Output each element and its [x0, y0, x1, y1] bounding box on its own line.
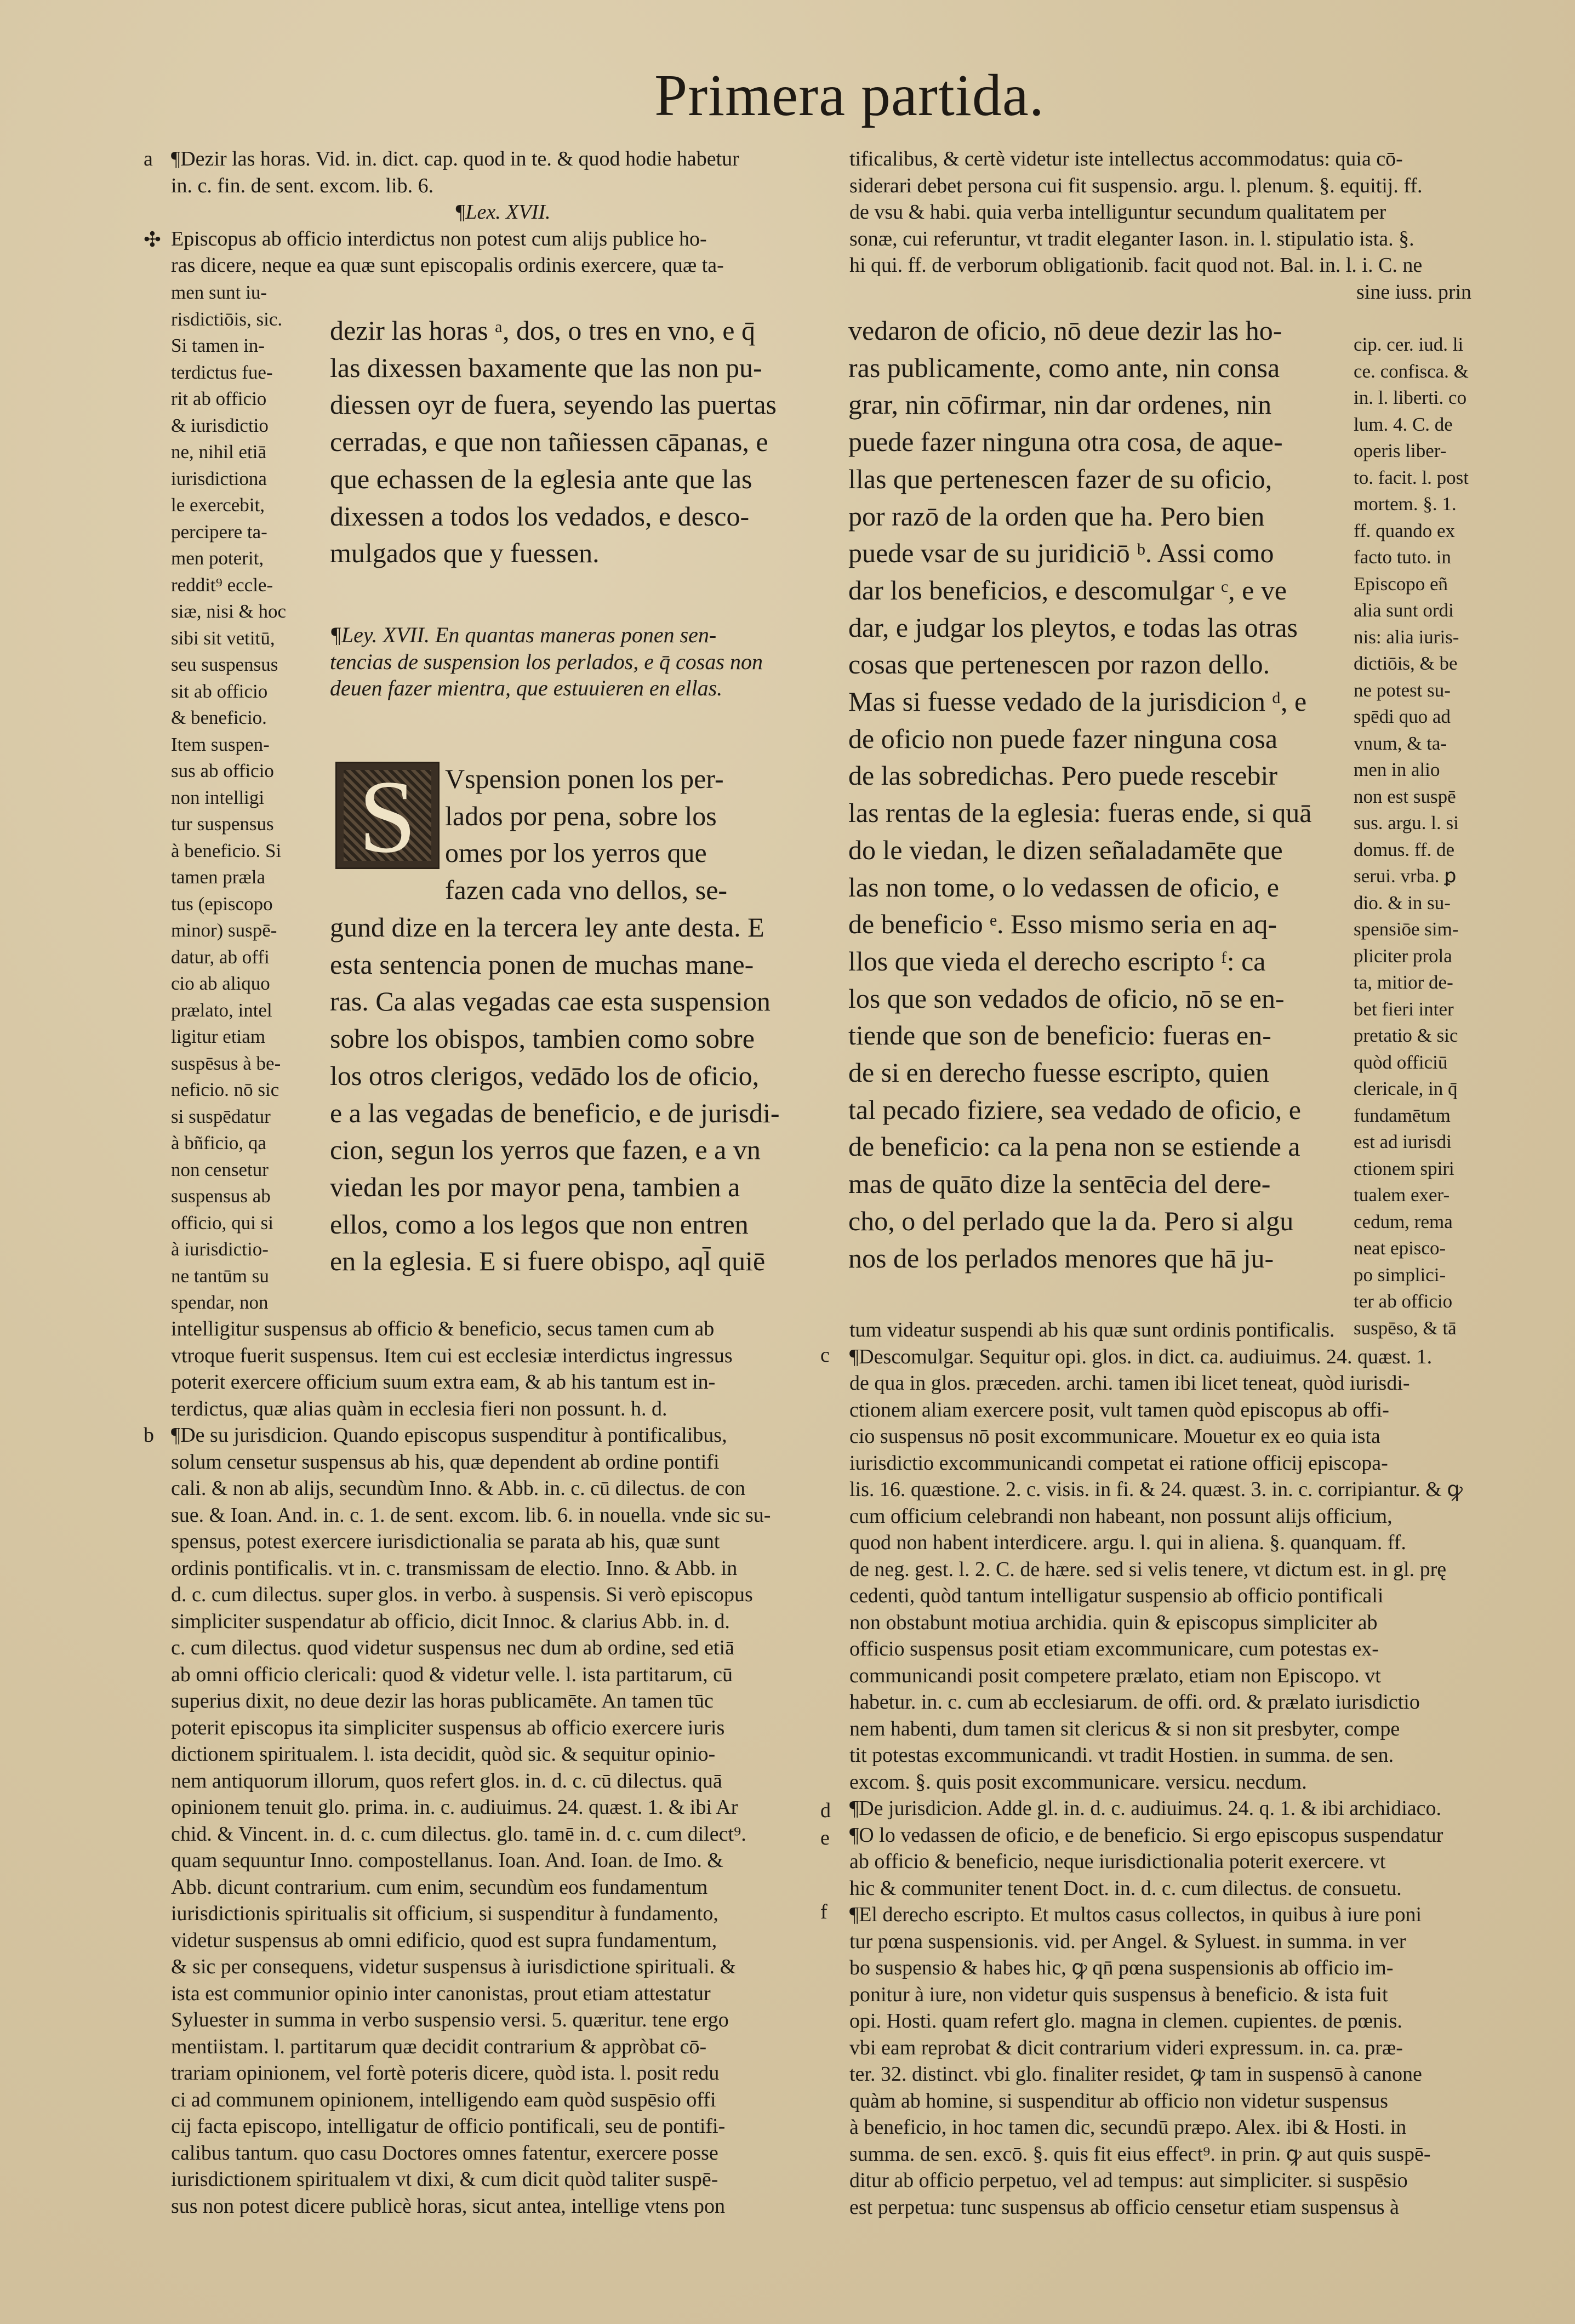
gloss-line: cedenti, quòd tantum intelligatur suspensio ab officio pontificali: [849, 1584, 1384, 1607]
gloss-line: ne, nihil etiā: [171, 441, 266, 462]
gloss-line: dictionem spiritualem. l. ista decidit, quòd sic. & sequitur opinio-: [171, 1743, 716, 1766]
gloss-mark-f: f: [820, 1900, 828, 1923]
gloss-line: calibus tantum. quo casu Doctores omnes fatentur, exercere posse: [171, 2141, 718, 2165]
law-line: viedan les por mayor pena, tambien a: [330, 1171, 740, 1202]
gloss-line: sit ab officio: [171, 680, 268, 702]
gloss-line: cio ab aliquo: [171, 973, 270, 994]
gloss-line: ab officio & beneficio, neque iurisdictionalia poterit exercere. vt: [849, 1850, 1386, 1873]
gloss-mark-c: c: [820, 1344, 830, 1367]
gloss-line: cedum, rema: [1354, 1210, 1453, 1232]
law-column-1-rest: [330, 909, 812, 1280]
gloss-line: ista est communior opinio inter canonistas, prout etiam attestatur: [171, 1982, 711, 2005]
gloss-line: videtur suspensus ab omni edificio, quod est supra fundamentum,: [171, 1928, 717, 1952]
law-line: sobre los obispos, tambien como sobre: [330, 1023, 755, 1054]
gloss-mark-a: a: [144, 147, 153, 170]
law-line: de beneficio ᵉ. Esso mismo seria en aq-: [848, 909, 1277, 940]
gloss-line: est perpetua: tunc suspensus ab officio censetur etiam suspensus à: [849, 2195, 1399, 2219]
law-line: mulgados que y fuessen.: [330, 538, 600, 569]
gloss-line: iurisdictionem spiritualem vt dixi, & cum dicit quòd taliter suspē-: [171, 2168, 718, 2191]
gloss-line: po simplici-: [1354, 1264, 1446, 1286]
gloss-line: ta, mitior de-: [1354, 972, 1453, 993]
gloss-line: in. c. fin. de sent. excom. lib. 6.: [171, 174, 434, 197]
law-line: por razō de la orden que ha. Pero bien: [848, 500, 1265, 532]
gloss-line: poterit exercere officium suum extra eam, & ab his tantum est in-: [171, 1371, 716, 1394]
lex-heading: ¶Lex. XVII.: [454, 201, 551, 224]
gloss-line: à beneficio. Si: [171, 840, 282, 861]
gloss-line: poterit episcopus ita simpliciter suspensus ab officio exercere iuris: [171, 1716, 725, 1739]
law-line: en la eglesia. E si fuere obispo, aql̄ quiē: [330, 1246, 766, 1277]
gloss-line: spendar, non: [171, 1292, 269, 1313]
gloss-line: sine iuss. prin: [1356, 280, 1472, 304]
law-line: mas de quāto dize la sentēcia del dere-: [848, 1168, 1271, 1200]
law-line: diessen oyr de fuera, seyendo las puertas: [330, 389, 777, 420]
gloss-line: Si tamen in-: [171, 335, 265, 356]
gloss-line: tualem exer-: [1354, 1184, 1450, 1206]
law-line: cho, o del perlado que la da. Pero si algu: [848, 1205, 1294, 1236]
gloss-line: ter ab officio: [1354, 1291, 1453, 1312]
gloss-line: sonæ, cui referuntur, vt tradit eleganter Iason. in. l. stipulatio ista. §.: [849, 227, 1414, 250]
law-line: esta sentencia ponen de muchas mane-: [330, 949, 754, 980]
gloss-left-narrow: [171, 279, 308, 1316]
gloss-line: ab omni officio clericali: quod & videtur velle. l. ista partitarum, cū: [171, 1663, 733, 1686]
gloss-line: spēdi quo ad: [1354, 706, 1451, 727]
gloss-line: pretatio & sic: [1354, 1025, 1458, 1046]
law-line: vedaron de oficio, nō deue dezir las ho-: [848, 315, 1282, 346]
gloss-left-lower: [171, 1316, 812, 2219]
law-line: fazen cada vno dellos, se-: [445, 875, 728, 906]
gloss-line: clericale, in q̄: [1354, 1078, 1458, 1099]
gloss-line: mortem. §. 1.: [1354, 493, 1457, 515]
gloss-line: terdictus fue-: [171, 361, 273, 383]
gloss-line: le exercebit,: [171, 494, 265, 516]
law-line: ras publicamente, como ante, nin consa: [848, 352, 1280, 383]
gloss-line: sus non potest dicere publicè horas, sicut antea, intellige vtens pon: [171, 2194, 725, 2218]
gloss-line: pliciter prola: [1354, 945, 1452, 967]
gloss-line: suspensus ab: [171, 1185, 271, 1207]
gloss-line: ras dicere, neque ea quæ sunt episcopalis ordinis exercere, quæ ta-: [171, 254, 724, 277]
gloss-line: solum censetur suspensus ab his, quæ dependent ab ordine pontifi: [171, 1450, 720, 1474]
gloss-line: ter. 32. distinct. vbi glo. finaliter residet, ꝙ tam in suspensō à canone: [849, 2063, 1422, 2086]
page-title: Primera partida.: [654, 63, 1045, 128]
gloss-line: non intelligi: [171, 786, 265, 808]
gloss-line: quàm ab homine, si suspenditur ab officio non videtur suspensus: [849, 2089, 1388, 2112]
law-line: grar, nin cōfirmar, nin dar ordenes, nin: [848, 389, 1272, 420]
law-line: dar, e judgar los pleytos, e todas las otras: [848, 612, 1298, 643]
gloss-line: men in alio: [1354, 759, 1440, 780]
gloss-line: ¶Dezir las horas. Vid. in. dict. cap. quod in te. & quod hodie habetur: [171, 147, 739, 170]
gloss-line: à iurisdictio-: [171, 1238, 269, 1260]
gloss-line: ¶De jurisdicion. Adde gl. in. d. c. audiuimus. 24. q. 1. & ibi archidiaco.: [849, 1797, 1441, 1820]
gloss-line: tum videatur suspendi ab his quæ sunt ordinis pontificalis.: [849, 1318, 1335, 1341]
gloss-line: vtroque fuerit suspensus. Item cui est ecclesiæ interdictus ingressus: [171, 1344, 733, 1367]
law-line: Mas si fuesse vedado de la jurisdicion ᵈ, e: [848, 686, 1307, 717]
gloss-line: risdictiōis, sic.: [171, 308, 283, 330]
gloss-line: rit ab officio: [171, 388, 267, 409]
gloss-right-lower: [849, 1317, 1491, 2220]
law-line: de si en derecho fuesse escripto, quien: [848, 1057, 1269, 1088]
gloss-line: non obstabunt motiua archidia. quin & episcopus simpliciter ab: [849, 1611, 1378, 1634]
gloss-line: excom. §. quis posit excommunicare. versicu. necdum.: [849, 1770, 1307, 1794]
gloss-line: nem antiquorum illorum, quos refert glos. in. d. c. cū dilectus. quā: [171, 1769, 722, 1792]
gloss-line: tamen prælа: [171, 866, 266, 888]
gloss-a: [171, 146, 812, 279]
gloss-line: datur, ab offi: [171, 946, 270, 968]
gloss-line: spensiōe sim-: [1354, 918, 1459, 940]
gloss-line: dictiōis, & be: [1354, 653, 1458, 674]
law-line: cion, segun los yerros que fazen, e a vn: [330, 1134, 761, 1166]
gloss-line: bo suspensio & habes hic, ꝙ qn̄ pœna suspensionis ab officio im-: [849, 1956, 1394, 1979]
gloss-line: ci ad communem opinionem, intelligendo eam quòd suspēsio offi: [171, 2088, 716, 2111]
gloss-line: à beneficio, in hoc tamen dic, secundū præpo. Alex. ibi & Hosti. in: [849, 2116, 1407, 2139]
gloss-line: quod non habent interdicere. argu. l. qui in aliena. §. quanquam. ff.: [849, 1531, 1406, 1554]
law-line: puede vsar de su juridiciō ᵇ. Assi como: [848, 538, 1274, 569]
law-line: nos de los perlados menores que hā ju-: [848, 1242, 1274, 1274]
gloss-line: cij facta episcopo, intelligatur de officio pontificali, seu de pontifi-: [171, 2115, 726, 2138]
rubric-line: ¶Ley. XVII. En quantas maneras ponen sen-: [330, 623, 717, 647]
law-line: puede fazer ninguna otra cosa, de aque-: [848, 426, 1283, 458]
gloss-line: trariam opinionem, vel fortè poteris dicere, quòd ista. l. posit redu: [171, 2062, 720, 2085]
gloss-line: men sunt iu-: [171, 282, 267, 303]
gloss-line: mentiistam. l. partitarum quæ decidit contrarium & appròbat cō-: [171, 2035, 707, 2058]
gloss-line: Syluester in summa in verbo suspensio versi. 5. quæritur. tene ergo: [171, 2008, 729, 2031]
law-column-2: [848, 312, 1331, 1277]
gloss-line: operis liber-: [1354, 440, 1447, 461]
gloss-line: suspēsus à be-: [171, 1052, 281, 1074]
gloss-line: serui. vrba. ꝑ: [1354, 865, 1457, 887]
gloss-line: quam sequuntur Inno. compostellanus. Ioan. And. Ioan. de Imo. &: [171, 1849, 723, 1872]
gloss-line: sue. & Ioan. And. in. c. 1. de sent. excom. lib. 6. in nouella. vnde sic su-: [171, 1503, 771, 1527]
law-line: dezir las horas ᵃ, dos, o tres en vno, e q̄: [330, 315, 755, 346]
gloss-line: cio suspensus nō posit excommunicare. Mouetur ex eo quia ista: [849, 1425, 1380, 1448]
law-line: de oficio non puede fazer ninguna cosa: [848, 723, 1278, 754]
gloss-line: non est suspē: [1354, 785, 1456, 807]
gloss-line: Episcopus ab officio interdictus non potest cum alijs publice ho-: [171, 227, 707, 250]
gloss-line: facto tuto. in: [1354, 546, 1451, 568]
gloss-line: de neg. gest. l. 2. C. de hære. sed si velis tenere, vt dictum est. in gl. prę: [849, 1557, 1447, 1581]
gloss-line: ligitur etiam: [171, 1026, 266, 1047]
gloss-line: terdictus, quæ alias quàm in ecclesia fieri non possunt. h. d.: [171, 1397, 667, 1420]
law-line: e a las vegadas de beneficio, e de jurisdi-: [330, 1097, 780, 1128]
law-line: de las sobredichas. Pero puede rescebir: [848, 760, 1278, 791]
gloss-line: si suspēdatur: [171, 1105, 271, 1127]
gloss-line: reddit⁹ eccle-: [171, 574, 273, 596]
gloss-line: spensus, potest exercere iurisdictionalia se parata ab his, quæ sunt: [171, 1530, 720, 1553]
law-line: cosas que pertenescen por razon dello.: [848, 649, 1270, 680]
law-column-1-top: [330, 312, 812, 572]
law-line: las non tome, o lo vedassen de oficio, e: [848, 871, 1279, 903]
gloss-line: Episcopo eñ: [1354, 573, 1448, 595]
gloss-line: officio suspensus posit etiam excommunicare, cum potestas ex-: [849, 1637, 1379, 1660]
gloss-line: ctionem aliam exercere posit, vult tamen quòd episcopus ab offi-: [849, 1398, 1389, 1421]
gloss-line: siderari debet persona cui fit suspensio. argu. l. plenum. §. equitij. ff.: [849, 174, 1423, 197]
law-line: Vspension ponen los per-: [445, 763, 724, 794]
gloss-line: in. l. liberti. co: [1354, 387, 1467, 408]
gloss-line: tificalibus, & certè videtur iste intellectus accommodatus: quia cō-: [849, 147, 1403, 170]
gloss-line: c. cum dilectus. quod videtur suspensus nec dum ab ordine, sed etiā: [171, 1636, 734, 1659]
gloss-mark-e: e: [820, 1826, 830, 1849]
gloss-line: à bñficio, qa: [171, 1132, 266, 1154]
rubric-line: deuen fazer mientra, que estuuieren en ellas.: [330, 676, 723, 701]
law-line: los que son vedados de oficio, nō se en-: [848, 983, 1285, 1014]
gloss-line: non censetur: [171, 1158, 269, 1180]
gloss-line: iurisdictio excommunicandi competat ei ratione officij episcopa-: [849, 1451, 1388, 1475]
gloss-line: fundamētum: [1354, 1104, 1451, 1126]
gloss-line: opi. Hosti. quam refert glo. magna in clemen. cupientes. de pœnis.: [849, 2009, 1402, 2032]
gloss-line: suspēso, & tā: [1354, 1317, 1457, 1339]
gloss-line: alia sunt ordi: [1354, 599, 1454, 621]
gloss-line: minor) suspē-: [171, 920, 277, 941]
gloss-line: & beneficio.: [171, 707, 267, 728]
gloss-line: men poterit,: [171, 547, 264, 569]
gloss-line: hic & communiter tenent Doct. in. d. c. cum dilectus. de consuetu.: [849, 1876, 1402, 1900]
ley-rubric: [330, 622, 812, 702]
law-line: lados por pena, sobre los: [445, 800, 717, 831]
gloss-line: cip. cer. iud. li: [1354, 334, 1464, 355]
gloss-line: ¶Descomulgar. Sequitur opi. glos. in dict. ca. audiuimus. 24. quæst. 1.: [849, 1345, 1433, 1368]
law-line: llas que pertenescen fazer de su oficio,: [848, 463, 1272, 494]
gloss-line: tur suspensus: [171, 813, 274, 835]
gloss-line: sibi sit vetitū,: [171, 627, 275, 649]
law-line: ellos, como a los legos que non entren: [330, 1208, 749, 1240]
gloss-line: seu suspensus: [171, 654, 278, 675]
gloss-line: vbi eam reprobat & dicit contrarium videri expressum. in. ca. præ-: [849, 2036, 1403, 2059]
gloss-line: neficio. nō sic: [171, 1079, 279, 1100]
decorated-initial: [335, 760, 440, 875]
gloss-mark-d: d: [820, 1799, 831, 1822]
gloss-line: intelligitur suspensus ab officio & beneficio, secus tamen cum ab: [171, 1317, 715, 1340]
gloss-line: percipere ta-: [171, 521, 267, 543]
gloss-line: prælato, intel: [171, 999, 272, 1021]
gloss-line: de vsu & habi. quia verba intelliguntur secundum qualitatem per: [849, 201, 1386, 224]
gloss-line: nem habenti, dum tamen sit clericus & si non sit presbyter, compe: [849, 1717, 1400, 1740]
gloss-line: ditur ab officio perpetuo, vel ad tempus: aut simpliciter. si suspēsio: [849, 2169, 1408, 2192]
gloss-line: ctionem spiri: [1354, 1157, 1454, 1179]
law-line: ras. Ca alas vegadas cae esta suspension: [330, 986, 771, 1017]
gloss-line: dio. & in su-: [1354, 892, 1451, 913]
gloss-line: ordinis pontificalis. vt in. c. transmissam de electio. Inno. & Abb. in: [171, 1556, 738, 1580]
gloss-line: Abb. dicunt contrarium. cum enim, secundùm eos fundamentum: [171, 1875, 708, 1899]
gloss-line: bet fieri inter: [1354, 998, 1454, 1020]
gloss-line: sus ab officio: [171, 760, 274, 781]
gloss-line: to. facit. l. post: [1354, 466, 1469, 488]
gloss-line: ff. quando ex: [1354, 519, 1455, 541]
gloss-line: opinionem tenuit glo. prima. in. c. audiuimus. 24. quæst. 1. & ibi Ar: [171, 1796, 738, 1819]
gloss-line: & iurisdictio: [171, 414, 269, 436]
law-line: que echassen de la eglesia ante que las: [330, 463, 752, 494]
gloss-line: communicandi posit competere prælato, etiam non Episcopo. vt: [849, 1664, 1381, 1687]
gloss-line: tit potestas excommunicandi. vt tradit Hostien. in summa. de sen.: [849, 1744, 1394, 1767]
gloss-line: ne potest su-: [1354, 679, 1451, 701]
law-line: omes por los yerros que: [445, 837, 707, 869]
law-initial-lines: [445, 761, 813, 909]
gloss-line: ce. confisca. &: [1354, 360, 1469, 382]
gloss-line: domus. ff. de: [1354, 838, 1455, 860]
gloss-line: iurisdictionis spiritualis sit officium, si suspenditur à fundamento,: [171, 1902, 718, 1925]
gloss-line: ¶De su jurisdicion. Quando episcopus suspenditur à pontificalibus,: [171, 1424, 727, 1447]
gloss-line: ¶O lo vedassen de oficio, e de beneficio. Si ergo episcopus suspendatur: [849, 1823, 1443, 1847]
gloss-line: simpliciter suspendatur ab officio, dicit Innoc. & clarius Abb. in. d.: [171, 1609, 730, 1633]
gloss-line: lis. 16. quæstione. 2. c. visis. in fi. & 24. quæst. 3. in. c. corripiantur. & ꝙ: [849, 1478, 1463, 1501]
gloss-line: tus (episcopo: [171, 893, 273, 915]
gloss-line: lum. 4. C. de: [1354, 413, 1453, 435]
law-line: tal pecado fiziere, sea vedado de oficio, e: [848, 1094, 1301, 1125]
ornament-mark: ✣: [144, 229, 161, 252]
gloss-line: d. c. cum dilectus. super glos. in verbo. à suspensis. Si verò episcopus: [171, 1583, 753, 1606]
gloss-line: est ad iurisdi: [1354, 1131, 1452, 1152]
law-line: de beneficio: ca la pena non se estiende a: [848, 1131, 1300, 1162]
gloss-line: officio, qui si: [171, 1212, 273, 1234]
law-line: cerradas, e que non tañiessen cāpanas, e: [330, 426, 768, 458]
gloss-line: tur pœna suspensionis. vid. per Angel. & Syluest. in summa. in ver: [849, 1929, 1406, 1953]
law-line: tiende que son de beneficio: fueras en-: [848, 1020, 1271, 1051]
gloss-line: siæ, nisi & hoc: [171, 601, 287, 622]
gloss-line: cali. & non ab alijs, secundùm Inno. & Abb. in. c. cū dilectus. de con: [171, 1477, 745, 1500]
gloss-line: iurisdictiona: [171, 467, 267, 489]
gloss-line: habetur. in. c. cum ab ecclesiarum. de offi. ord. & prælato iurisdictio: [849, 1691, 1420, 1714]
rubric-line: tencias de suspension los perlados, e q̄ cosas non: [330, 649, 763, 674]
gloss-mark-b: b: [144, 1424, 154, 1447]
gloss-line: sus. argu. l. si: [1354, 812, 1459, 833]
initial-letter: S: [358, 760, 416, 875]
gloss-line: nis: alia iuris-: [1354, 626, 1459, 648]
gloss-line: cum officium celebrandi non habeant, non possunt alijs officium,: [849, 1504, 1393, 1528]
law-line: gund dize en la tercera ley ante desta. E: [330, 912, 764, 943]
gloss-line: de qua in glos. præceden. archi. tamen ibi licet teneat, quòd iurisdi-: [849, 1372, 1410, 1395]
gloss-line: chid. & Vincent. in. d. c. cum dilectus. glo. tamē in. d. c. cum dilect⁹.: [171, 1822, 746, 1846]
gloss-line: summa. de sen. excō. §. quis fit eius effect⁹. in prin. ꝙ aut quis suspē-: [849, 2142, 1431, 2166]
law-line: las rentas de la eglesia: fueras ende, si quā: [848, 797, 1312, 829]
gloss-line: & sic per consequens, videtur suspensus à iurisdictione spirituali. &: [171, 1955, 737, 1978]
gloss-line: neat episco-: [1354, 1237, 1446, 1259]
law-line: dixessen a todos los vedados, e desco-: [330, 500, 750, 532]
gloss-line: ¶El derecho escripto. Et multos casus collectos, in quibus à iure poni: [849, 1903, 1422, 1926]
gloss-line: Item suspen-: [171, 733, 270, 755]
gloss-line: vnum, & ta-: [1354, 732, 1447, 754]
gloss-top-right: [849, 146, 1491, 305]
law-line: do le viedan, le dizen señaladamēte que: [848, 834, 1283, 865]
gloss-right-narrow: [1354, 332, 1491, 1341]
law-line: dar los beneficios, e descomulgar ᶜ, e ve: [848, 574, 1287, 606]
gloss-line: ponitur à iure, non videtur quis suspensus à beneficio. & ista fuit: [849, 1983, 1388, 2006]
gloss-line: quòd officiū: [1354, 1051, 1448, 1073]
gloss-line: hi qui. ff. de verborum obligationib. facit quod not. Bal. in. l. i. C. ne: [849, 254, 1423, 277]
law-line: llos que vieda el derecho escripto ᶠ: ca: [848, 945, 1266, 977]
law-line: las dixessen baxamente que las non pu-: [330, 352, 762, 383]
gloss-line: superius dixit, no deue dezir las horas publicamēte. An tamen tūc: [171, 1689, 714, 1712]
law-line: los otros clerigos, vedādo los de oficio,: [330, 1060, 760, 1091]
gloss-line: ne tantūm su: [171, 1265, 269, 1287]
